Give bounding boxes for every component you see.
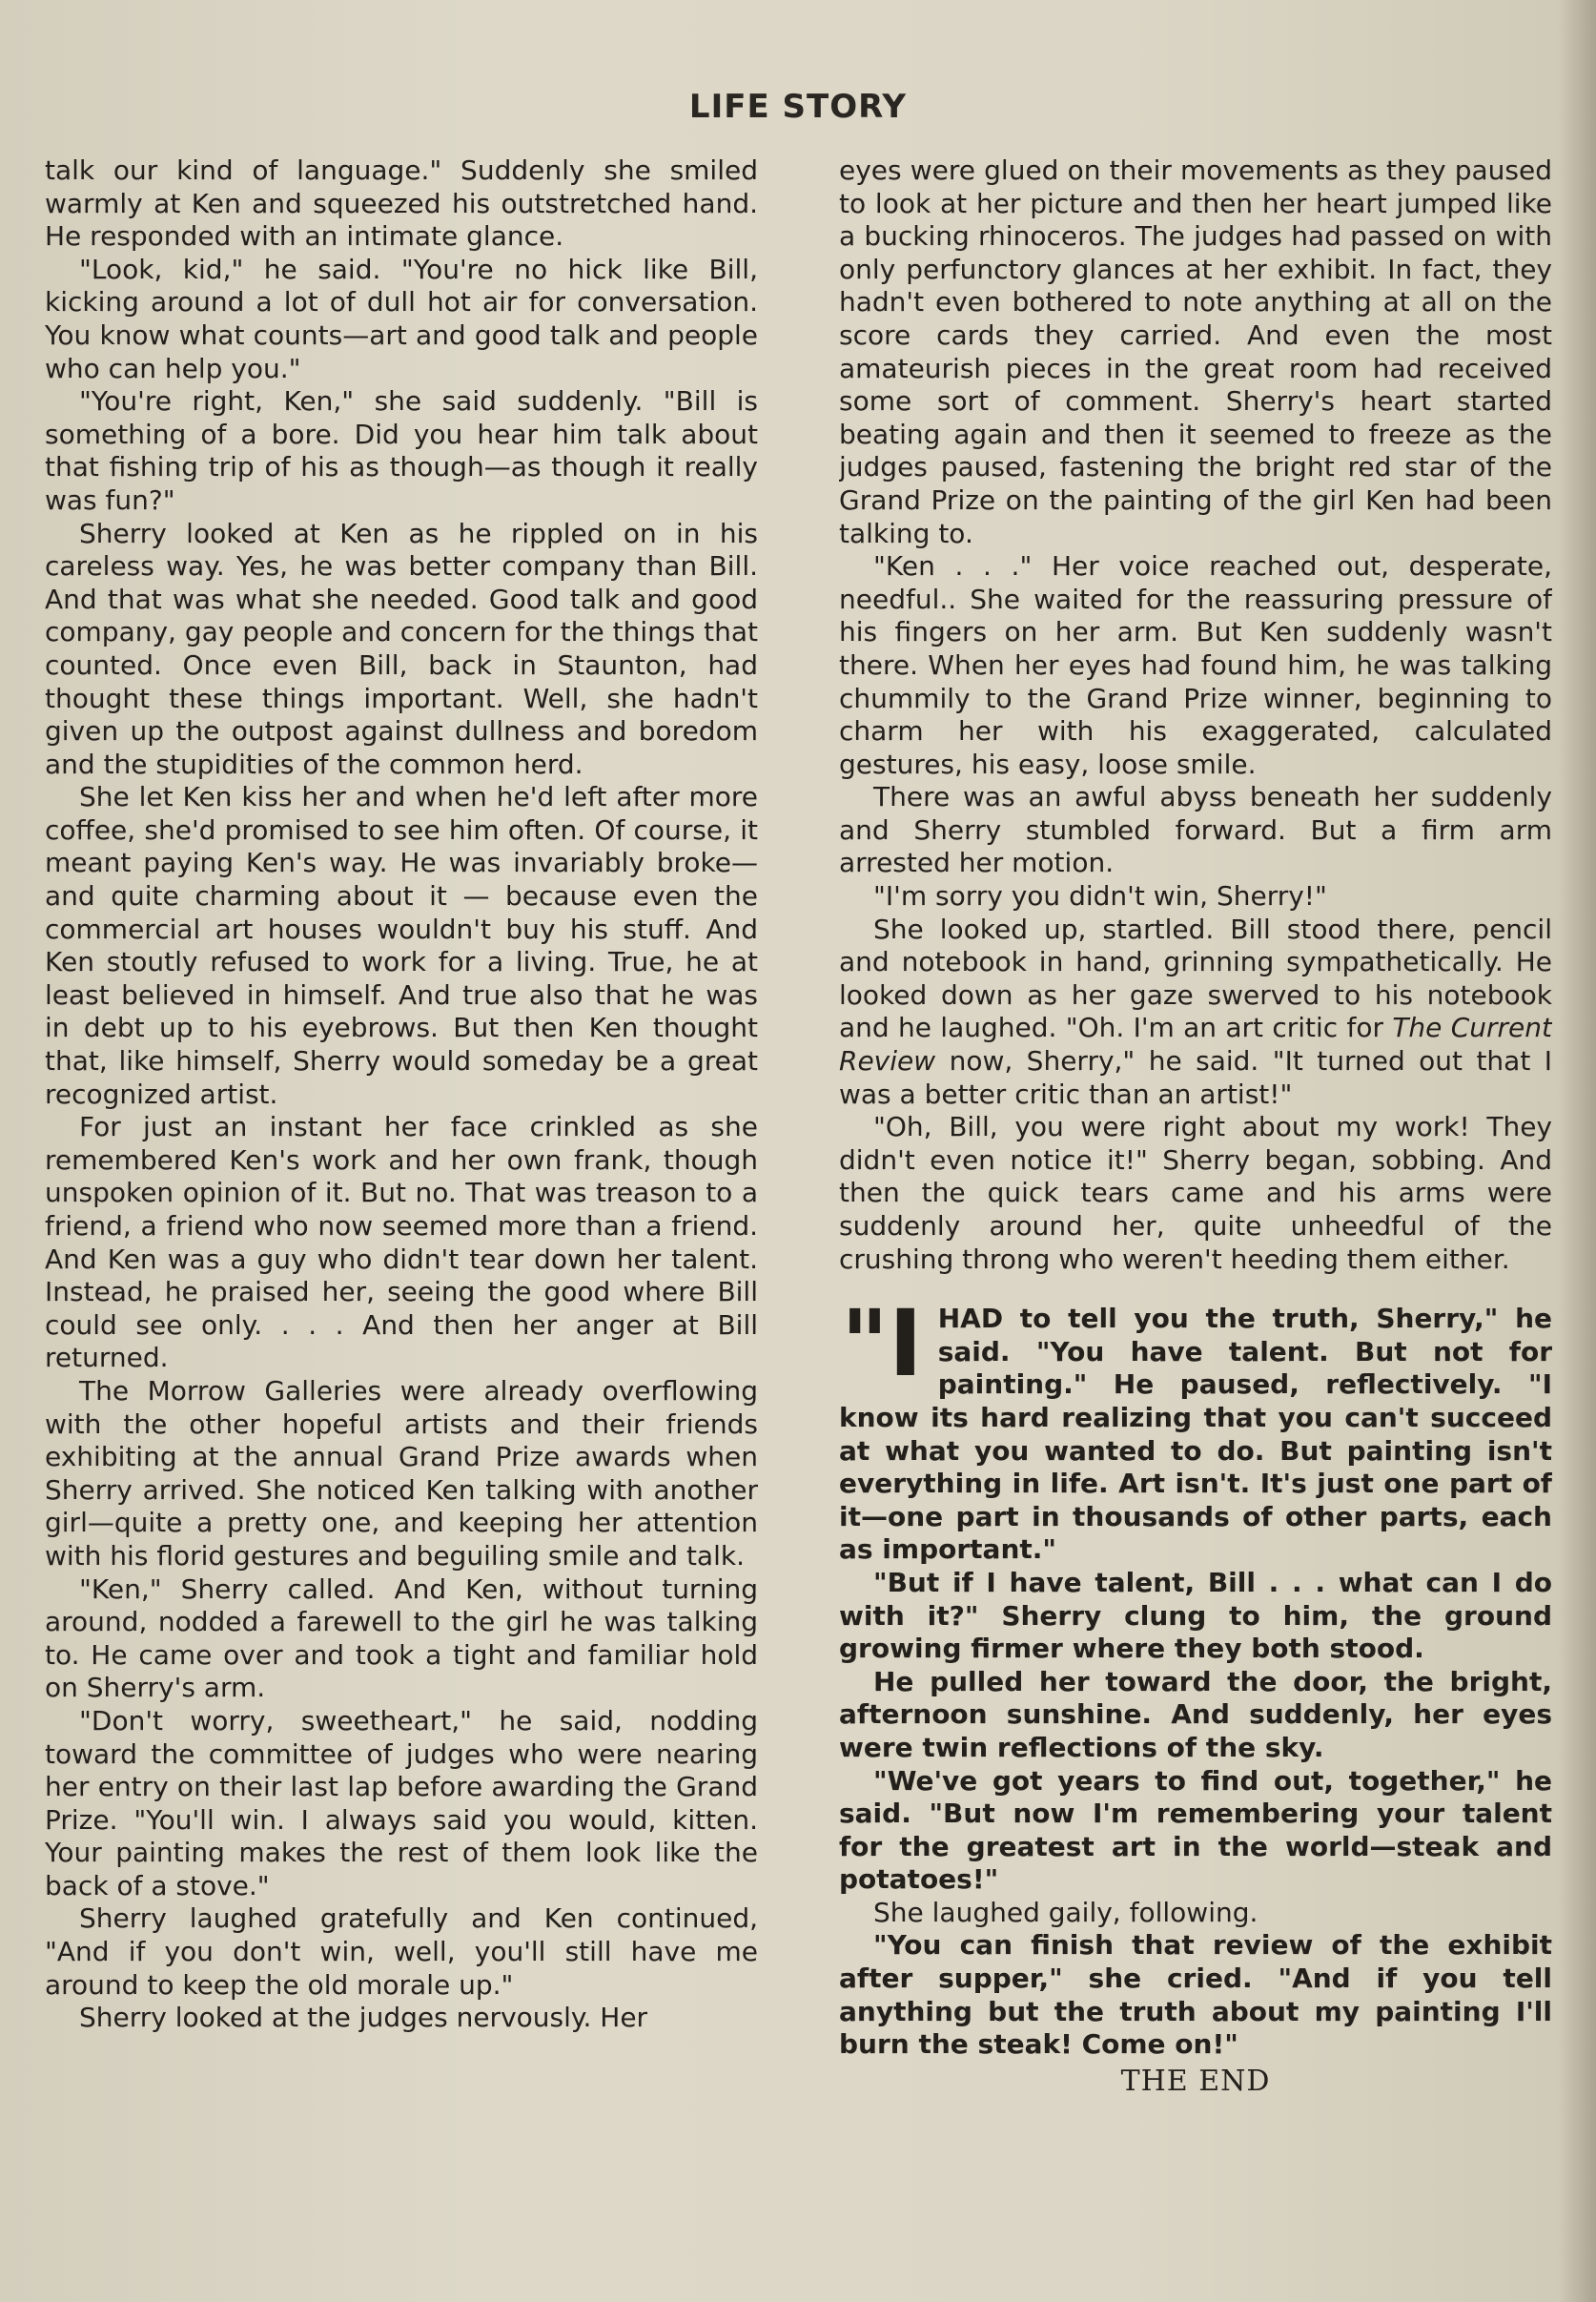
paragraph: There was an awful abyss beneath her suddenly and Sherry stumbled forward. But a firm arm arrested her motion. xyxy=(839,781,1552,879)
paragraph-text: She looked up, startled. Bill stood there, pencil and notebook in hand, grinning sympathetically. He looked down as her gaze swerved to his notebook and he laughed. "Oh. I'm an art critic for xyxy=(839,913,1552,1044)
paragraph: "Look, kid," he said. "You're no hick like Bill, kicking around a lot of dull hot air for conversation. You know what counts—art and good talk and people who can help you." xyxy=(45,253,758,384)
paragraph: eyes were glued on their movements as they paused to look at her picture and then her heart jumped like a bucking rhinoceros. The judges had passed on with only perfunctory glances at her exhibit. In fact, they hadn't even bothered to note anything at all on the score cards they carried. And even the most amateurish pieces in the great room had received some sort of comment. Sherry's heart started beating again and then it seemed to freeze as the judges paused, fastening the bright red star of the Grand Prize on the painting of the girl Ken had been talking to. xyxy=(839,154,1552,549)
the-end-label: THE END xyxy=(1120,2064,1271,2098)
paragraph: "Ken," Sherry called. And Ken, without turning around, nodded a farewell to the girl he was talking to. He came over and took a tight and familiar hold on Sherry's arm. xyxy=(45,1572,758,1704)
paragraph xyxy=(839,914,1552,1112)
paragraph: The Morrow Galleries were already overflowing with the other hopeful artists and their friends exhibiting at the annual Grand Prize awards when Sherry arrived. She noticed Ken talking with another girl—quite a pretty one, and keeping her attention with his florid gestures and beguiling smile and talk. xyxy=(45,1374,758,1572)
paragraph: "You're right, Ken," she said suddenly. "Bill is something of a bore. Did you hear him talk about that fishing trip of his as though—as though it really was fun?" xyxy=(45,385,758,516)
dropcap-paragraph xyxy=(839,1290,1552,1567)
paragraph: "We've got years to find out, together," he said. "But now I'm remembering your talent for the greatest art in the world—steak and potatoes!" xyxy=(839,1764,1552,1896)
paragraph: "Oh, Bill, you were right about my work! They didn't even notice it!" Sherry began, sobbing. And then the quick tears came and his arms were suddenly around her, quite unheedful of the crushing throng who weren't heeding them either. xyxy=(839,1111,1552,1275)
paragraph: "But if I have talent, Bill . . . what can I do with it?" Sherry clung to him, the ground growing firmer where they both stood. xyxy=(839,1566,1552,1665)
paragraph: Sherry laughed gratefully and Ken continued, "And if you don't win, well, you'll still have me around to keep the old morale up." xyxy=(45,1902,758,2001)
paragraph: "Don't worry, sweetheart," he said, nodding toward the committee of judges who were nearing her entry on their last lap before awarding the Grand Prize. "You'll win. I always said you would, kitten. Your painting makes the rest of them look like the back of a stove." xyxy=(45,1704,758,1901)
paragraph: talk our kind of language." Suddenly she smiled warmly at Ken and squeezed his outstretched hand. He responded with an intimate glance. xyxy=(45,154,758,253)
paragraph: She laughed gaily, following. xyxy=(873,1896,1258,1928)
paragraph-text: now, Sherry," he said. "It turned out that I was a better critic than an artist!" xyxy=(839,1045,1552,1110)
paragraph: She let Ken kiss her and when he'd left after more coffee, she'd promised to see him often. Of course, it meant paying Ken's way. He was invariably broke—and quite charming about it — because even the commercial art houses wouldn't buy his stuff. And Ken stoutly refused to work for a living. True, he at least believed in himself. And true also that he was in debt up to his eyebrows. But then Ken thought that, like himself, Sherry would someday be a great recognized artist. xyxy=(45,781,758,1110)
paragraph: He pulled her toward the door, the bright, afternoon sunshine. And suddenly, her eyes were twin reflections of the sky. xyxy=(839,1665,1552,1763)
paragraph: For just an instant her face crinkled as she remembered Ken's work and her own frank, though unspoken opinion of it. But no. That was treason to a friend, a friend who now seemed more than a friend. And Ken was a guy who didn't tear down her talent. Instead, he praised her, seeing the good where Bill could see only. . . . And then her anger at Bill returned. xyxy=(45,1111,758,1374)
paragraph: "You can finish that review of the exhibit after supper," she cried. "And if you tell anything but the truth about my painting I'll burn the steak! Come on!" xyxy=(839,1929,1552,2061)
running-header: LIFE STORY xyxy=(688,88,908,126)
drop-cap: "I xyxy=(841,1290,923,1398)
paragraph: Sherry looked at Ken as he rippled on in his careless way. Yes, he was better company than Bill. And that was what she needed. Good talk and good company, gay people and concern for the things that counted. Once even Bill, back in Staunton, had thought these things important. Well, she hadn't given up the outpost against dullness and boredom and the stupidities of the common herd. xyxy=(45,517,758,780)
left-column xyxy=(45,154,758,2252)
paragraph-text: HAD to tell you the truth, Sherry," he said. "You have talent. But not for painting." He paused, reflectively. "I know its hard realizing that you can't succeed at what you wanted to do. But painting isn't everything in life. Art isn't. It's just one part of it—one part in thousands of other parts, each as important." xyxy=(839,1303,1552,1566)
publication-title: The Current Review xyxy=(839,1012,1552,1078)
paragraph: "I'm sorry you didn't win, Sherry!" xyxy=(873,880,1327,913)
paragraph: "Ken . . ." Her voice reached out, desperate, needful.. She waited for the reassuring pressure of his fingers on her arm. But Ken suddenly wasn't there. When her eyes had found him, he was talking chummily to the Grand Prize winner, beginning to charm her with his exaggerated, calculated gestures, his easy, loose smile. xyxy=(839,550,1552,780)
paragraph: Sherry looked at the judges nervously. Her xyxy=(79,2002,648,2034)
right-column xyxy=(839,154,1552,2252)
